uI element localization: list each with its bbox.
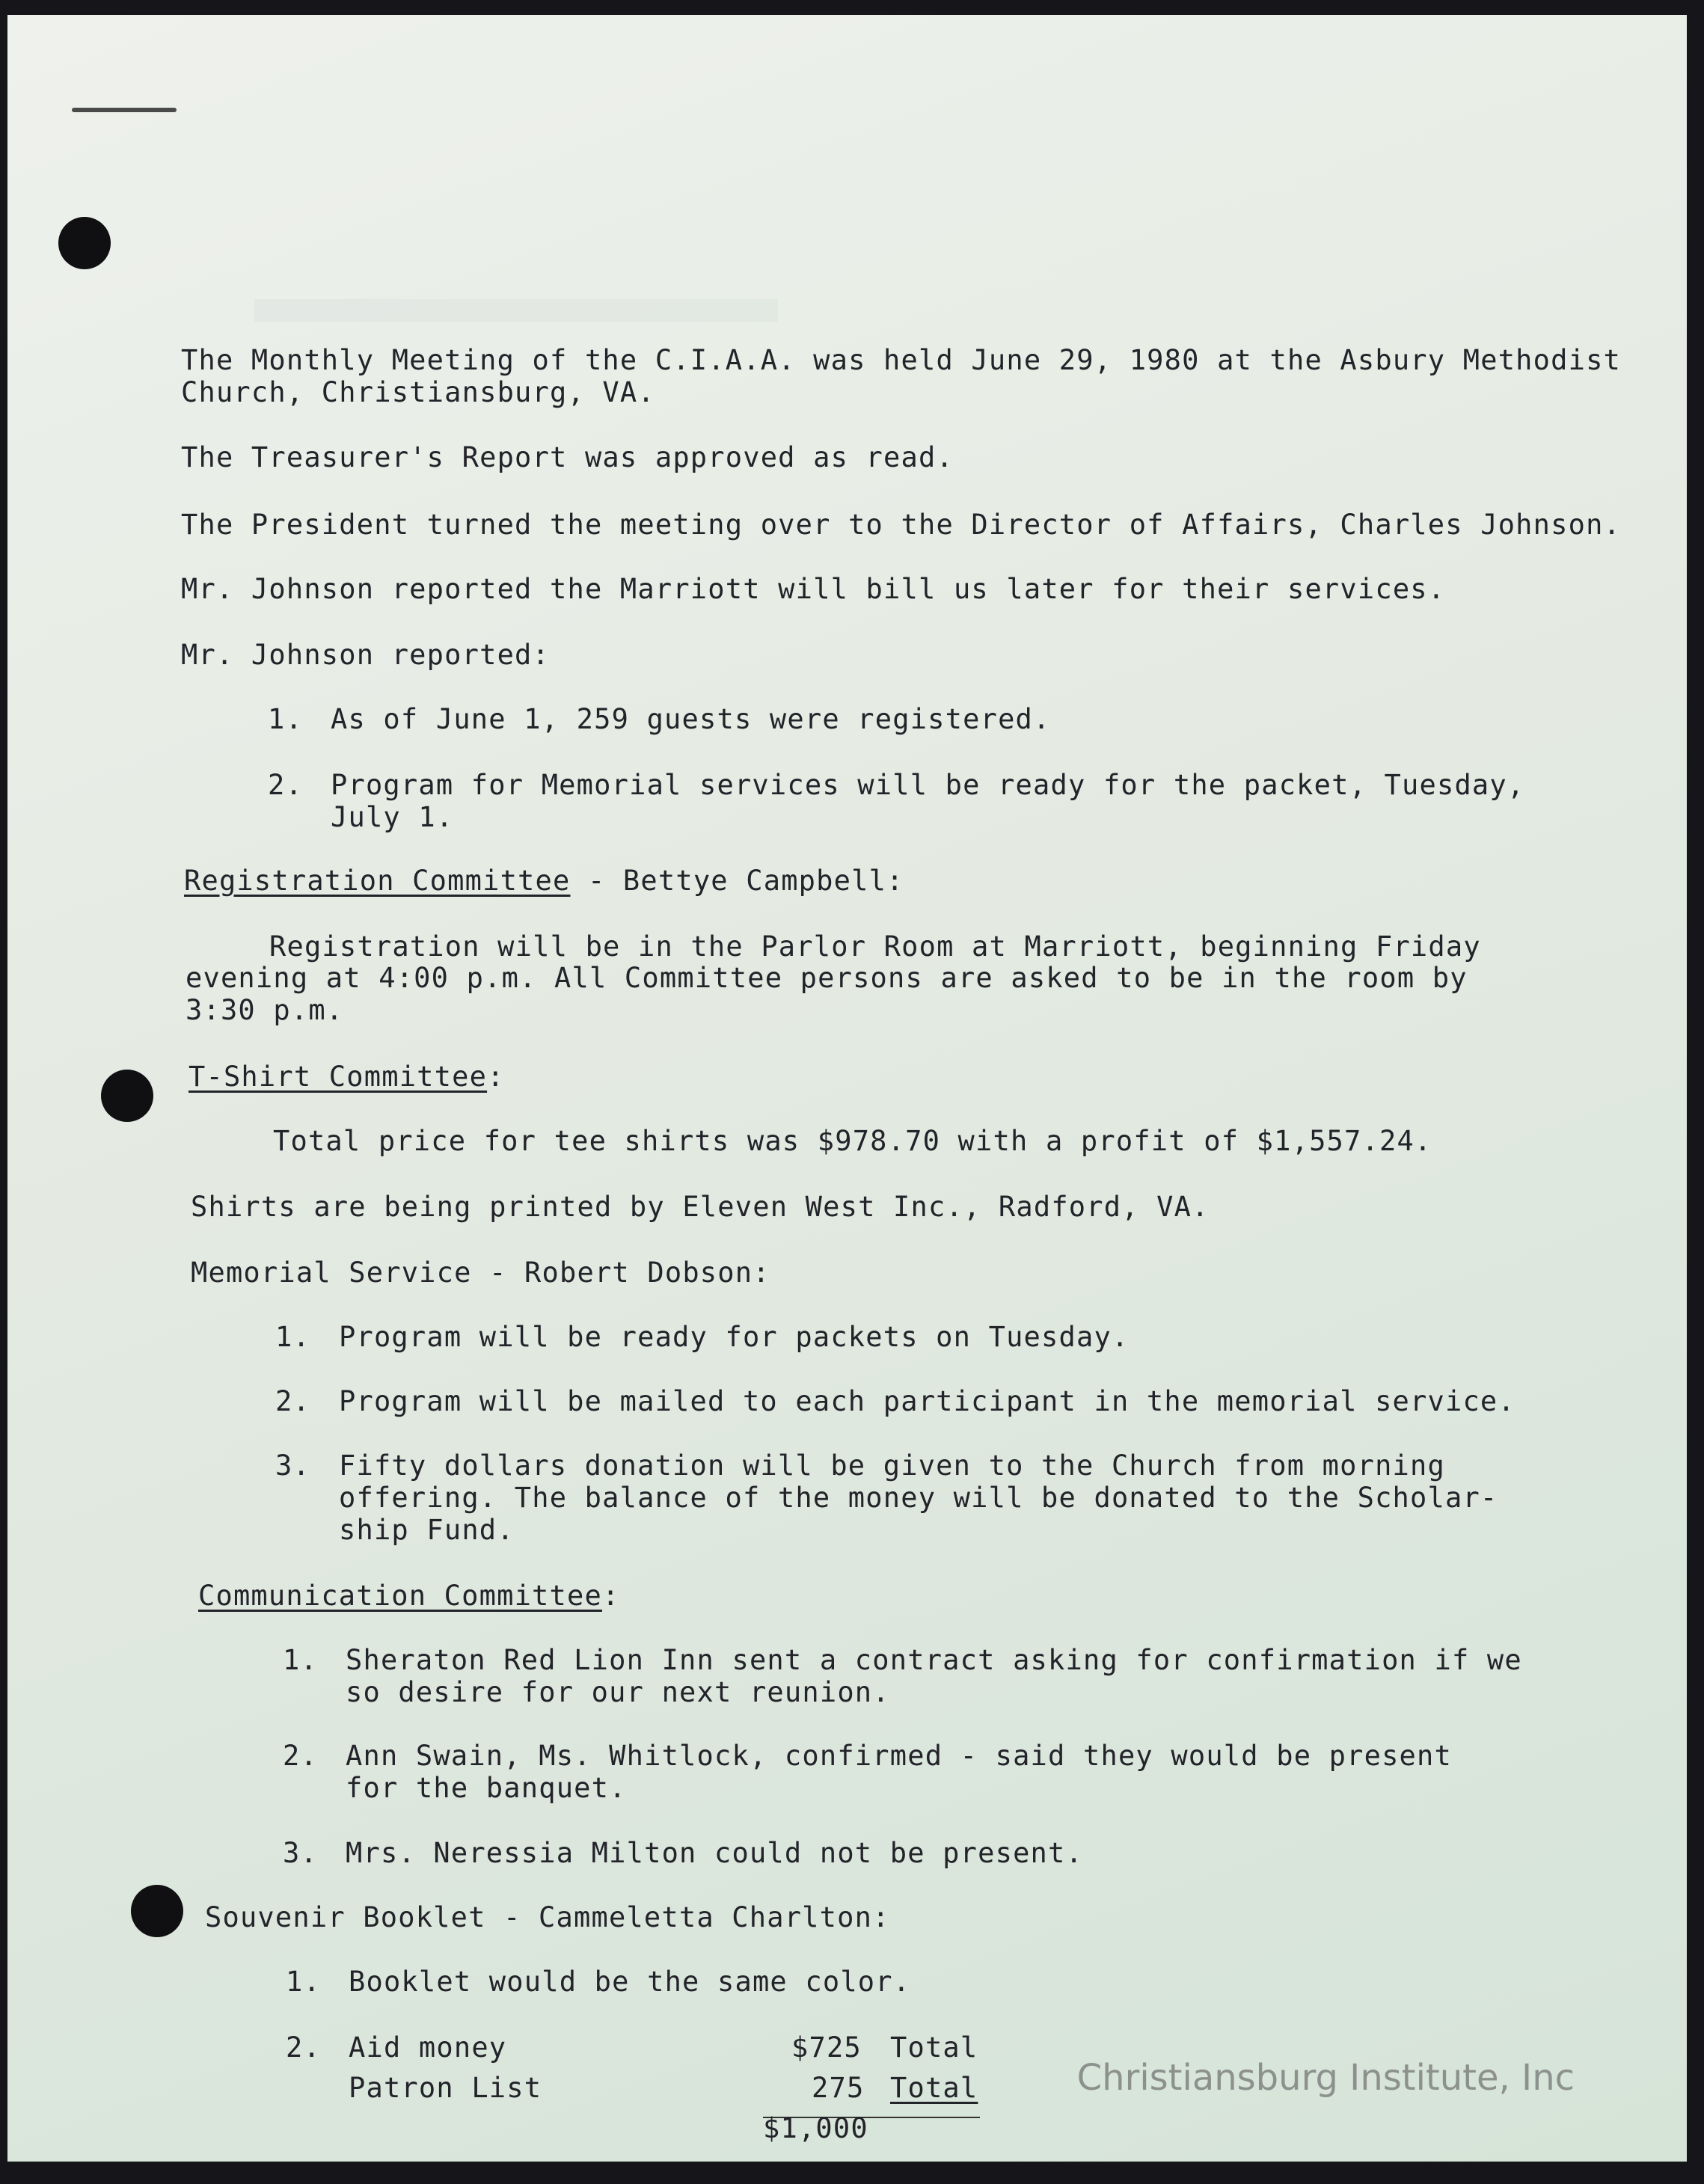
marriott-statement: Mr. Johnson reported the Marriott will bill us later for their services. bbox=[181, 573, 1446, 605]
memorial-heading: Memorial Service - Robert Dobson: bbox=[191, 1257, 770, 1289]
aid-money-label: Aid money bbox=[349, 2031, 507, 2064]
memorial-item-2-number: 2. bbox=[275, 1385, 310, 1417]
tshirt-heading bbox=[189, 1061, 505, 1093]
communication-item-2-line-2: for the banquet. bbox=[346, 1772, 627, 1804]
communication-colon: : bbox=[601, 1580, 620, 1612]
patron-list-amount: 275 bbox=[812, 2072, 865, 2104]
memorial-item-1: Program will be ready for packets on Tuesday. bbox=[339, 1321, 1130, 1353]
souvenir-sum: $1,000 bbox=[763, 2112, 868, 2144]
intro-line-1: The Monthly Meeting of the C.I.A.A. was held June 29, 1980 at the Asbury Methodist bbox=[181, 344, 1622, 376]
communication-item-3: Mrs. Neressia Milton could not be present. bbox=[346, 1837, 1083, 1869]
johnson-item-2-line-1: Program for Memorial services will be ready for the packet, Tuesday, bbox=[331, 769, 1525, 801]
punch-hole-middle bbox=[101, 1070, 153, 1122]
registration-heading bbox=[184, 865, 904, 897]
registration-line-3: 3:30 p.m. bbox=[186, 994, 344, 1026]
souvenir-item-1: Booklet would be the same color. bbox=[349, 1966, 911, 1998]
tshirt-colon: : bbox=[487, 1061, 505, 1093]
aid-money-amount: $725 bbox=[791, 2031, 862, 2064]
memorial-item-3-line-1: Fifty dollars donation will be given to the Church from morning bbox=[339, 1450, 1445, 1482]
registration-line-2: evening at 4:00 p.m. All Committee persons are asked to be in the room by bbox=[186, 962, 1468, 994]
registration-person: - Bettye Campbell: bbox=[570, 865, 904, 897]
johnson-heading: Mr. Johnson reported: bbox=[181, 639, 550, 671]
patron-list-total: Total bbox=[890, 2072, 978, 2104]
communication-item-1-number: 1. bbox=[283, 1644, 318, 1676]
communication-title: Communication Committee bbox=[198, 1580, 602, 1612]
memorial-item-3-line-2: offering. The balance of the money will be donated to the Scholar- bbox=[339, 1482, 1498, 1514]
punch-hole-top bbox=[58, 217, 111, 269]
memorial-item-3-line-3: ship Fund. bbox=[339, 1514, 515, 1546]
souvenir-heading: Souvenir Booklet - Cammeletta Charlton: bbox=[205, 1901, 890, 1933]
treasurer-report: The Treasurer's Report was approved as read. bbox=[181, 441, 954, 473]
johnson-item-2-number: 2. bbox=[268, 769, 303, 801]
bleed-through-texture bbox=[254, 299, 778, 322]
aid-money-total: Total bbox=[890, 2031, 978, 2064]
souvenir-item-1-number: 1. bbox=[286, 1966, 321, 1998]
registration-line-1: Registration will be in the Parlor Room at Marriott, beginning Friday bbox=[269, 930, 1481, 963]
souvenir-item-2-number: 2. bbox=[286, 2031, 321, 2064]
intro-line-2: Church, Christiansburg, VA. bbox=[181, 376, 655, 408]
memorial-item-3-number: 3. bbox=[275, 1450, 310, 1482]
document-page bbox=[7, 15, 1687, 2162]
communication-item-1-line-2: so desire for our next reunion. bbox=[346, 1676, 890, 1708]
johnson-item-1: As of June 1, 259 guests were registered. bbox=[331, 703, 1051, 735]
tshirt-price: Total price for tee shirts was $978.70 with a profit of $1,557.24. bbox=[273, 1125, 1432, 1157]
communication-item-2-number: 2. bbox=[283, 1740, 318, 1772]
punch-hole-bottom bbox=[131, 1885, 183, 1937]
communication-item-2-line-1: Ann Swain, Ms. Whitlock, confirmed - said they would be present bbox=[346, 1740, 1452, 1772]
tshirt-title: T-Shirt Committee bbox=[189, 1061, 488, 1093]
president-statement: The President turned the meeting over to the Director of Affairs, Charles Johnson. bbox=[181, 509, 1622, 541]
johnson-item-1-number: 1. bbox=[268, 703, 303, 735]
communication-heading bbox=[198, 1580, 619, 1612]
memorial-item-2: Program will be mailed to each participant in the memorial service. bbox=[339, 1385, 1515, 1417]
archive-watermark: Christiansburg Institute, Inc bbox=[1076, 2057, 1575, 2099]
registration-title: Registration Committee bbox=[184, 865, 571, 897]
communication-item-1-line-1: Sheraton Red Lion Inn sent a contract asking for confirmation if we bbox=[346, 1644, 1522, 1676]
johnson-item-2-line-2: July 1. bbox=[331, 801, 454, 833]
tshirt-printer: Shirts are being printed by Eleven West Inc., Radford, VA. bbox=[191, 1191, 1210, 1223]
patron-list-label: Patron List bbox=[349, 2072, 542, 2104]
communication-item-3-number: 3. bbox=[283, 1837, 318, 1869]
staple-mark bbox=[72, 108, 177, 112]
memorial-item-1-number: 1. bbox=[275, 1321, 310, 1353]
